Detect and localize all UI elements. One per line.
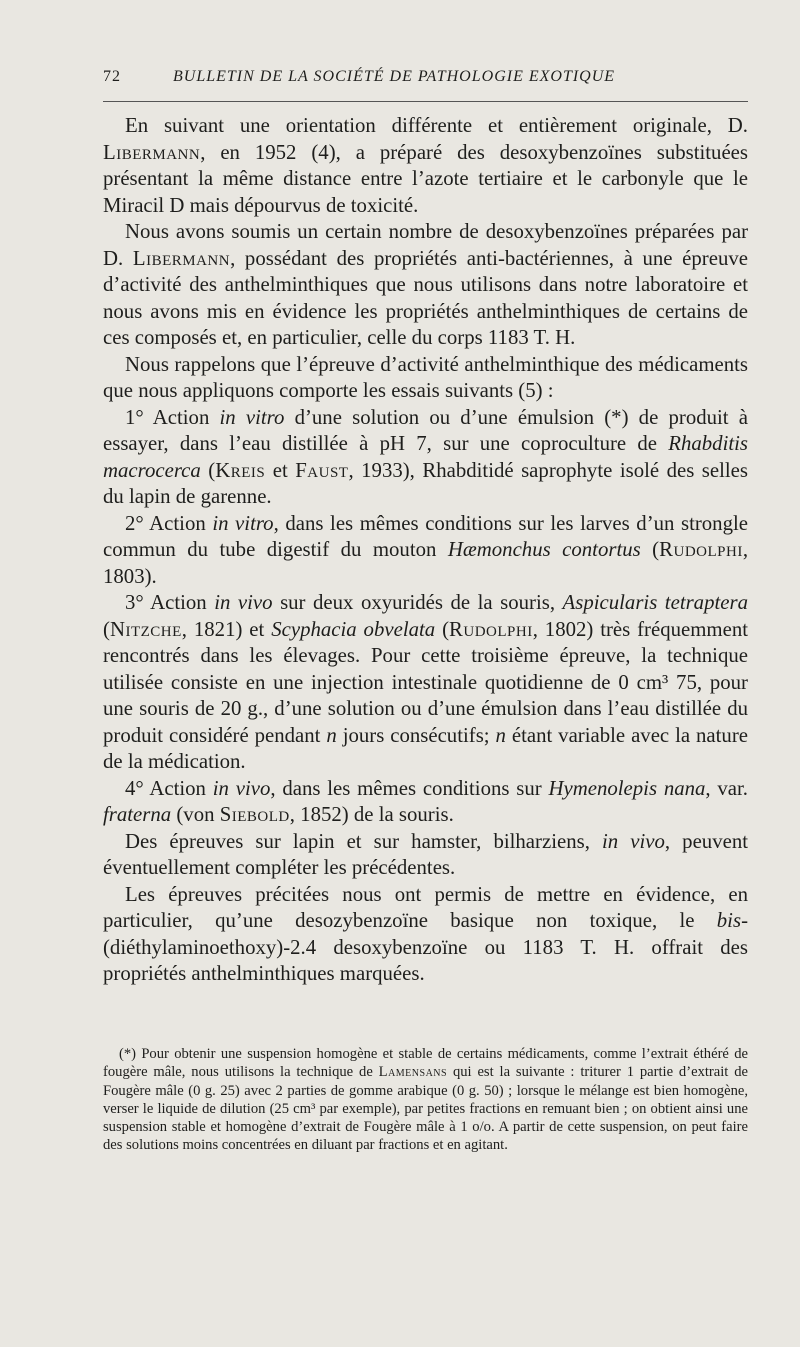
test-item-1: 1° Action in vitro d’une solution ou d’une émulsion (*) de produit à essayer, dans l’eau distillée à pH 7, sur une coproculture de Rhabditis macrocerca (Kreis et Faust, 1933), Rhabditidé saprophyte isolé des selles du lapin de garenne. (103, 405, 748, 508)
paragraph-8: Des épreuves sur lapin et sur hamster, bilharziens, in vivo, peuvent éventuellement compléter les précédentes. (103, 829, 749, 879)
header-rule (103, 101, 748, 102)
footnote-text: (*) Pour obtenir une suspension homogène et stable de certains médicaments, comme l’extrait éthéré de fougère mâle, nous utilisons la technique de Lamensans qui est la suivante : triturer 1 partie d’extrait de Fougère mâle (0 g. 25) avec 2 parties de gomme arabique (0 g. 50) ; lorsque le mélange est bien homogène, verser le liquide de dilution (25 cm³ par exemple), par petites fractions en remuant bien ; on obtient ainsi une suspension stable et homogène d’extrait de Fougère mâle à 1 o/o. A partir de cette suspension, on peut faire des solutions moins concentrées en diluant par fractions et en agitant. (103, 1046, 748, 1154)
author-name: Rudolphi (659, 538, 743, 561)
author-name: Rudolphi (449, 617, 533, 641)
test-item-2: 2° Action in vitro, dans les mêmes conditions sur les larves d’un strongle commun du tube digestif du mouton Hæmonchus contortus (Rudolphi, 1803). (103, 511, 749, 588)
author-name: Nitzche (109, 617, 182, 641)
footnote (103, 1045, 748, 1155)
author-name: Kreis (215, 458, 266, 482)
author-name: Libermann (103, 140, 201, 164)
author-name: Faust (295, 458, 349, 482)
running-title: BULLETIN DE LA SOCIÉTÉ DE PATHOLOGIE EXOTIQUE (173, 68, 616, 85)
test-item-3: 3° Action in vivo sur deux oxyuridés de la souris, Aspicularis tetraptera (Nitzche, 1821) et Scyphacia obvelata (Rudolphi, 1802) très fréquemment rencontrés dans les élevages. Pour cette troisième épreuve, la technique utilisée consiste en une injection intestinale quotidienne de 0 cm³ 75, pour une souris de 20 g., d’une solution ou d’une émulsion dans l’eau distillée du produit considéré pendant n jours consécutifs; n étant variable avec la nature de la médication. (103, 591, 749, 773)
species-name: Aspicularis tetraptera (562, 591, 748, 614)
species-name: fraterna (103, 803, 172, 826)
author-name: Siebold (219, 803, 290, 826)
author-name: Libermann (132, 246, 231, 270)
species-name: Rhabditis macrocerca (103, 432, 748, 482)
paragraph-2: Nous avons soumis un certain nombre de desoxybenzoïnes préparées par D. Libermann, possédant des propriétés anti-bactériennes, à une épreuve d’activité des anthelminthiques que nous utilisons dans notre laboratoire et nous avons mis en évidence les propriétés anthelminthiques de certains de ces composés et, en particulier, celle du corps 1183 T. H. (103, 220, 748, 349)
species-name: Hymenolepis nana (548, 776, 706, 800)
paragraph-1: En suivant une orientation différente et entièrement originale, D. Libermann, en 1952 (4), a préparé des desoxybenzoïnes substituées présentant la même distance entre l’azote tertiaire et le carbonyle que le Miracil D mais dépourvus de toxicité. (103, 114, 748, 217)
species-name: Hæmonchus contortus (447, 538, 641, 561)
paragraph-3: Nous rappelons que l’épreuve d’activité anthelminthique des médicaments que nous appliquons comporte les essais suivants (5) : (103, 352, 748, 402)
paragraph-9: Les épreuves précitées nous ont permis de mettre en évidence, en particulier, qu’une desozybenzoïne basique non toxique, le bis-(diéthylaminoethoxy)-2.4 desoxybenzoïne ou 1183 T. H. offrait des propriétés anthelminthiques marquées. (103, 882, 748, 985)
author-name: Lamensans (378, 1064, 448, 1081)
species-name: Scyphacia obvelata (271, 617, 436, 641)
body-text (103, 113, 748, 988)
page-number: 72 (103, 68, 121, 85)
test-item-4: 4° Action in vivo, dans les mêmes conditions sur Hymenolepis nana, var. fraterna (von Siebold, 1852) de la souris. (103, 776, 749, 826)
